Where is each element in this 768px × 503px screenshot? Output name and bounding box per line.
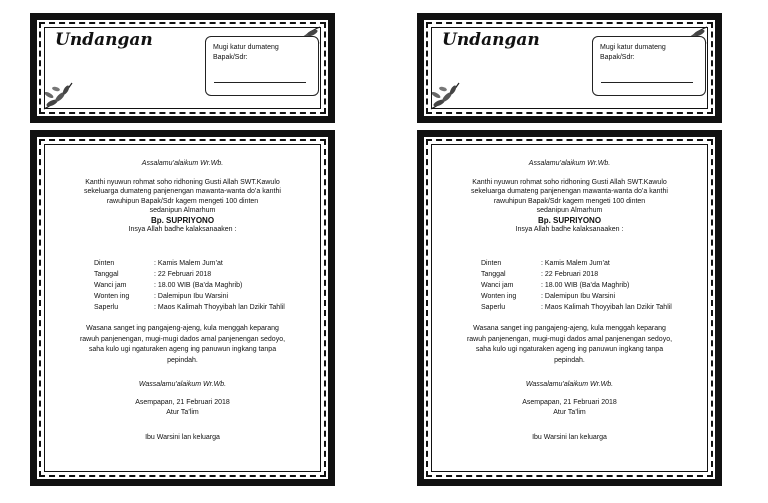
detail-value: : Kamis Malem Jum’at	[154, 260, 223, 267]
greeting: Assalamu’alaikum Wr.Wb.	[141, 160, 224, 167]
address-box	[592, 36, 706, 96]
detail-row	[481, 269, 672, 280]
detail-value: : Dalemipun Ibu Warsini	[541, 293, 616, 300]
closing-salutation: Wassalamu’alaikum Wr.Wb.	[138, 381, 227, 388]
event-details	[481, 258, 672, 313]
closing-line: Wasana sanget ing pangajeng-ajeng, kula menggah keparang	[473, 325, 666, 332]
closing-line: Wasana sanget ing pangajeng-ajeng, kula menggah keparang	[86, 325, 279, 332]
deceased-name: Bp. SUPRIYONO	[537, 215, 602, 225]
address-line	[214, 82, 306, 83]
address-label: Mugi katur dumateng	[600, 44, 666, 51]
letter-card-left	[30, 130, 335, 486]
closing-paragraph	[444, 324, 695, 366]
closing-line: rawuh panjenengan, mugi-mugi dados amal panjenengan sedoyo,	[466, 335, 673, 343]
letter-body	[37, 159, 328, 235]
signature-block	[424, 380, 715, 418]
detail-row	[481, 302, 672, 313]
detail-value: : 22 Februari 2018	[154, 271, 212, 278]
detail-row	[94, 280, 285, 291]
detail-label: Wonten ing	[94, 293, 130, 300]
address-line	[601, 82, 693, 83]
detail-value: : 18.00 WIB (Ba’da Maghrib)	[541, 282, 630, 289]
detail-label: Tanggal	[94, 271, 119, 278]
detail-value: : Maos Kalimah Thoyyibah lan Dzikir Tahlil	[541, 304, 672, 311]
address-box	[205, 36, 319, 96]
place-date: Asempapan, 21 Februari 2018	[135, 399, 230, 406]
detail-row	[94, 291, 285, 302]
detail-value: : Maos Kalimah Thoyyibah lan Dzikir Tahlil	[154, 304, 285, 311]
detail-value: : Dalemipun Ibu Warsini	[154, 293, 229, 300]
address-label-recipient: Bapak/Sdr:	[213, 54, 248, 61]
place-date: Asempapan, 21 Februari 2018	[522, 399, 617, 406]
intro-line: Kanthi nyuwun rohmat soho ridhoning Gusti Allah SWT.Kawulo	[85, 178, 280, 186]
detail-value: : 18.00 WIB (Ba’da Maghrib)	[154, 282, 243, 289]
detail-label: Tanggal	[481, 271, 506, 278]
deceased-name: Bp. SUPRIYONO	[150, 215, 215, 225]
address-label-recipient: Bapak/Sdr:	[600, 54, 635, 61]
detail-row	[94, 302, 285, 313]
detail-label: Dinten	[481, 260, 502, 267]
envelope-title: Undangan	[55, 30, 153, 50]
detail-label: Saperlu	[481, 304, 506, 311]
intro-line: rawuhipun Bapak/Sdr kagem mengeti 100 dinten	[493, 197, 646, 205]
atur-talim: Atur Ta’lim	[166, 409, 199, 416]
closing-line: pepindah.	[167, 356, 198, 364]
detail-label: Wonten ing	[481, 293, 517, 300]
intro-line: Kanthi nyuwun rohmat soho ridhoning Gusti Allah SWT.Kawulo	[472, 178, 667, 186]
detail-value: : Kamis Malem Jum’at	[541, 260, 610, 267]
detail-label: Wanci jam	[481, 282, 514, 289]
greeting: Assalamu’alaikum Wr.Wb.	[528, 160, 611, 167]
closing-line: pepindah.	[554, 356, 585, 364]
intro-line: Insya Allah badhe kalaksanaaken :	[128, 226, 237, 233]
address-label: Mugi katur dumateng	[213, 44, 279, 51]
detail-label: Dinten	[94, 260, 115, 267]
detail-row	[481, 280, 672, 291]
closing-paragraph	[57, 324, 308, 366]
detail-value: : 22 Februari 2018	[541, 271, 599, 278]
detail-row	[481, 258, 672, 269]
intro-line: sekeluarga dumateng panjenengan mawanta-wanta do’a kanthi	[471, 188, 668, 195]
detail-label: Saperlu	[94, 304, 119, 311]
family-signature: Ibu Warsini lan keluarga	[145, 434, 220, 441]
signature-block	[37, 380, 328, 418]
closing-line: saha kulo ugi ngaturaken ageng ing panuwun ingkang tanpa	[88, 346, 277, 353]
detail-row	[94, 269, 285, 280]
envelope-card-right	[417, 13, 722, 123]
intro-line: rawuhipun Bapak/Sdr kagem mengeti 100 dinten	[106, 197, 259, 205]
letter-body	[424, 159, 715, 235]
closing-salutation: Wassalamu’alaikum Wr.Wb.	[525, 381, 614, 388]
envelope-card-left	[30, 13, 335, 123]
detail-row	[94, 258, 285, 269]
intro-line: Insya Allah badhe kalaksanaaken :	[515, 226, 624, 233]
atur-talim: Atur Ta’lim	[553, 409, 586, 416]
closing-line: rawuh panjenengan, mugi-mugi dados amal panjenengan sedoyo,	[79, 335, 286, 343]
closing-line: saha kulo ugi ngaturaken ageng ing panuwun ingkang tanpa	[475, 346, 664, 353]
intro-line: sedanipun Almarhum	[536, 207, 603, 214]
detail-row	[481, 291, 672, 302]
intro-line: sedanipun Almarhum	[149, 207, 216, 214]
intro-line: sekeluarga dumateng panjenengan mawanta-wanta do’a kanthi	[84, 188, 281, 195]
floral-corner-bottom-left-icon	[429, 71, 469, 111]
family-signature: Ibu Warsini lan keluarga	[532, 434, 607, 441]
event-details	[94, 258, 285, 313]
envelope-title: Undangan	[442, 30, 540, 50]
letter-card-right	[417, 130, 722, 486]
detail-label: Wanci jam	[94, 282, 127, 289]
floral-corner-bottom-left-icon	[42, 71, 82, 111]
